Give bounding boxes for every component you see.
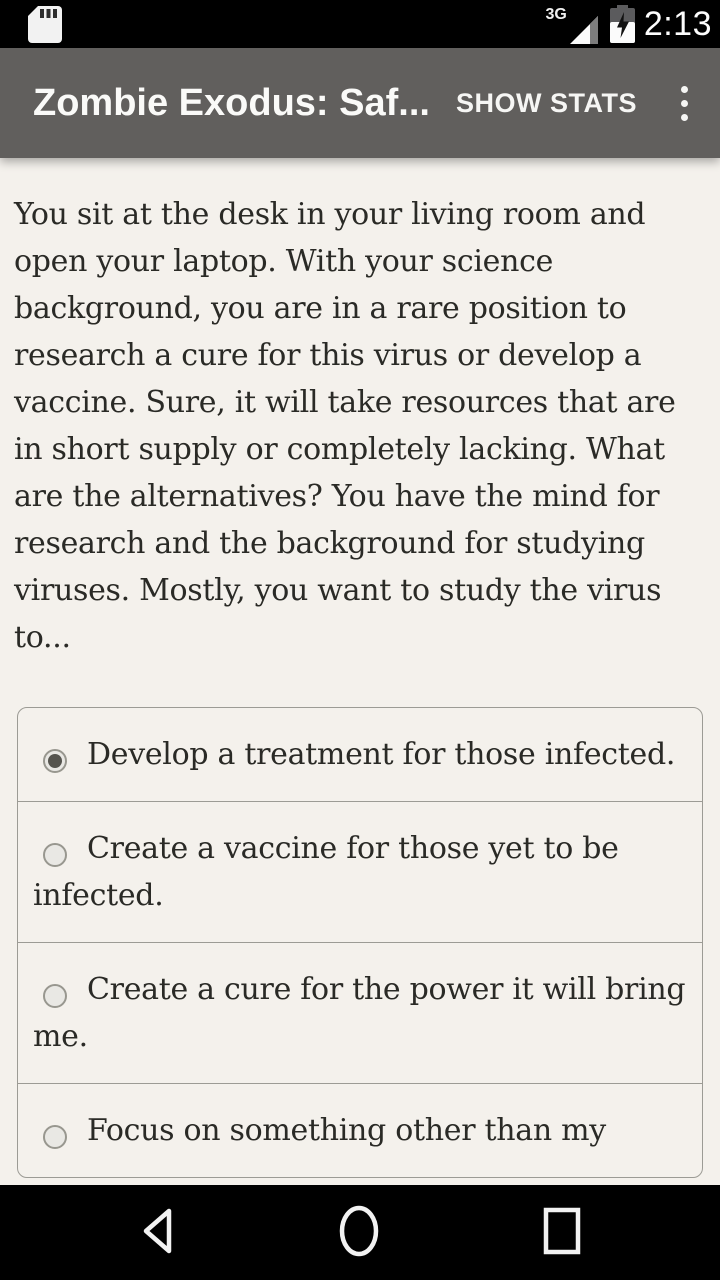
battery-charging-icon	[610, 5, 635, 43]
radio-button-icon[interactable]	[43, 843, 67, 867]
overflow-menu-button[interactable]	[677, 82, 692, 125]
app-bar	[0, 48, 720, 158]
recents-icon	[542, 1204, 582, 1258]
show-stats-button[interactable]: SHOW STATS	[456, 87, 637, 118]
choice-option-3[interactable]	[18, 942, 702, 1083]
choice-label: Create a cure for the power it will bring me.	[33, 972, 686, 1054]
network-indicator	[545, 4, 597, 44]
recents-button[interactable]	[542, 1204, 582, 1261]
status-bar	[0, 0, 720, 48]
radio-button-icon[interactable]	[43, 1125, 67, 1149]
clock: 2:13	[643, 4, 712, 43]
home-button[interactable]	[338, 1204, 380, 1261]
network-type-label: 3G	[545, 6, 567, 23]
sd-card-icon	[28, 6, 62, 43]
choice-label: Create a vaccine for those yet to be infected.	[33, 831, 619, 913]
radio-button-icon[interactable]	[43, 984, 67, 1008]
back-icon	[138, 1204, 176, 1258]
choice-list	[17, 707, 703, 1178]
story-content	[0, 158, 720, 1185]
vertical-ellipsis-icon	[681, 86, 688, 93]
back-button[interactable]	[138, 1204, 176, 1261]
android-nav-bar	[0, 1185, 720, 1280]
choice-option-1[interactable]	[18, 708, 702, 801]
choice-label: Develop a treatment for those infected.	[87, 737, 676, 772]
story-paragraph: You sit at the desk in your living room and open your laptop. With your science background, you are in a rare position to research a cure for this virus or develop a vaccine. Sure, it will take resources that are in short supply or completely lacking. What are the alternatives? You have the mind for research and the background for studying viruses. Mostly, you want to study the virus to...	[14, 197, 676, 655]
choice-option-4[interactable]	[18, 1083, 702, 1177]
choice-option-2[interactable]	[18, 801, 702, 942]
app-title: Zombie Exodus: Saf...	[33, 81, 430, 124]
radio-button-icon[interactable]	[43, 749, 67, 773]
cellular-signal-icon	[568, 16, 598, 44]
choice-label: Focus on something other than my	[87, 1113, 606, 1148]
home-icon	[338, 1204, 380, 1258]
